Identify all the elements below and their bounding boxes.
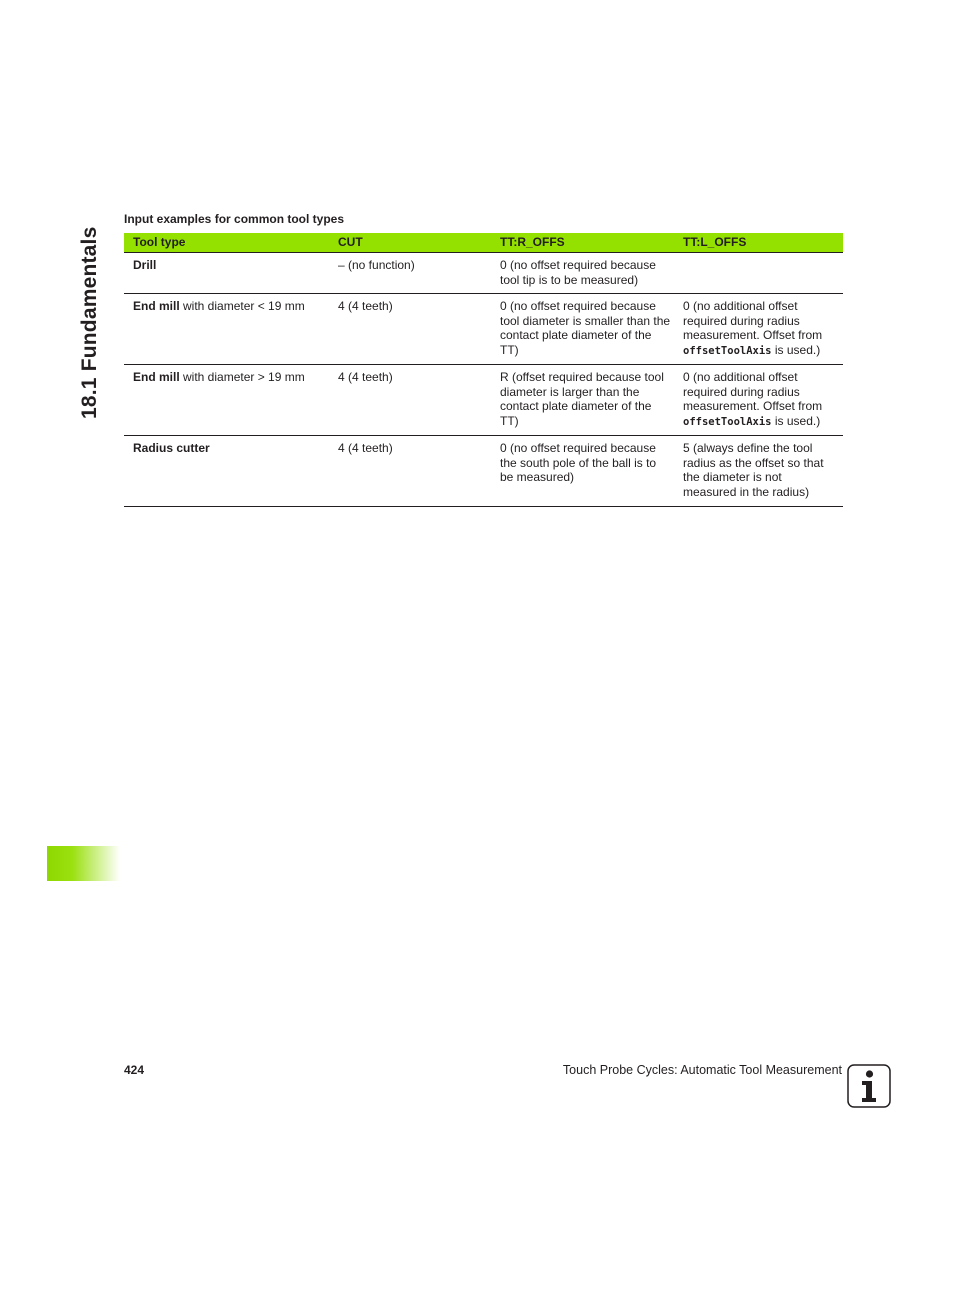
table-row	[124, 294, 843, 365]
header-l-offs: TT:L_OFFS	[678, 233, 843, 253]
tool-type-name: Radius cutter	[133, 441, 210, 455]
l-offs-text: 5 (always define the tool radius as the offset so that the diameter is not measured in the radius)	[683, 441, 824, 499]
tool-type-name: End mill	[133, 370, 180, 384]
header-cut: CUT	[333, 233, 495, 253]
table-header-row	[124, 233, 843, 253]
l-offs-code: offsetToolAxis	[683, 415, 772, 428]
cell-l-offs	[678, 365, 843, 436]
tool-type-detail: with diameter < 19 mm	[179, 299, 305, 313]
tool-type-name: Drill	[133, 258, 157, 272]
page-number: 424	[124, 1063, 145, 1077]
cell-tool-type	[124, 294, 333, 365]
cell-r-offs: 0 (no offset required because tool diameter is smaller than the contact plate diameter of the TT)	[495, 294, 678, 365]
cell-l-offs	[678, 253, 843, 294]
info-icon	[847, 1064, 891, 1108]
chapter-side-title-text: 18.1 Fundamentals	[78, 226, 101, 419]
cell-cut: 4 (4 teeth)	[333, 365, 495, 436]
tool-types-table	[124, 233, 843, 507]
chapter-tab-marker	[47, 846, 120, 881]
table-row	[124, 436, 843, 507]
header-tool-type: Tool type	[124, 233, 333, 253]
cell-cut: 4 (4 teeth)	[333, 436, 495, 507]
cell-l-offs	[678, 294, 843, 365]
table-caption: Input examples for common tool types	[124, 212, 345, 226]
cell-l-offs	[678, 436, 843, 507]
cell-r-offs: 0 (no offset required because tool tip is to be measured)	[495, 253, 678, 294]
table-row	[124, 365, 843, 436]
l-offs-code: offsetToolAxis	[683, 344, 772, 357]
cell-tool-type	[124, 365, 333, 436]
l-offs-text: 0 (no additional offset required during radius measurement. Offset from	[683, 299, 823, 342]
header-r-offs: TT:R_OFFS	[495, 233, 678, 253]
l-offs-text: 0 (no additional offset required during radius measurement. Offset from	[683, 370, 823, 413]
cell-r-offs: 0 (no offset required because the south pole of the ball is to be measured)	[495, 436, 678, 507]
tool-type-detail: with diameter > 19 mm	[179, 370, 305, 384]
cell-cut: – (no function)	[333, 253, 495, 294]
chapter-side-title	[76, 212, 106, 422]
l-offs-text-end: is used.)	[771, 413, 821, 428]
cell-tool-type	[124, 436, 333, 507]
tool-type-name: End mill	[133, 299, 180, 313]
l-offs-text-end: is used.)	[771, 342, 821, 357]
running-footer-title: Touch Probe Cycles: Automatic Tool Measurement	[562, 1063, 842, 1077]
cell-tool-type	[124, 253, 333, 294]
cell-cut: 4 (4 teeth)	[333, 294, 495, 365]
table-row	[124, 253, 843, 294]
cell-r-offs: R (offset required because tool diameter is larger than the contact plate diameter of the TT)	[495, 365, 678, 436]
